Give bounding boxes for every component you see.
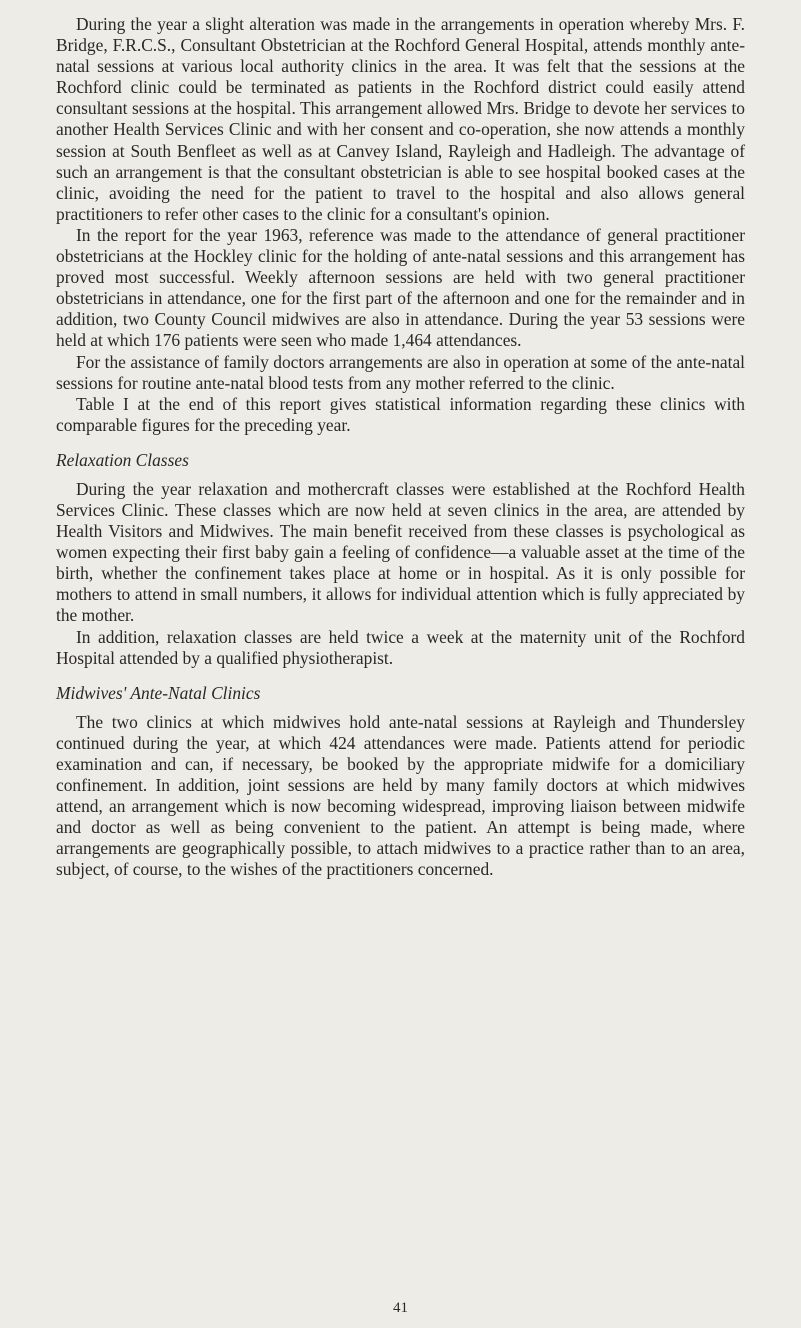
paragraph-table-reference: Table I at the end of this report gives statistical information regarding these clinics with comparable figures for the preceding year. — [56, 393, 745, 435]
paragraph-blood-tests: For the assistance of family doctors arrangements are also in operation at some of the ante-natal sessions for routine ante-natal blood tests from any mother referred to the clinic. — [56, 351, 745, 393]
heading-midwives-clinics: Midwives' Ante-Natal Clinics — [56, 682, 261, 703]
heading-relaxation-classes: Relaxation Classes — [56, 449, 189, 470]
paragraph-maternity-unit: In addition, relaxation classes are held twice a week at the maternity unit of the Rochford Hospital attended by a qualified physiotherapist. — [56, 626, 745, 668]
paragraph-consultant-sessions: During the year a slight alteration was made in the arrangements in operation whereby Mrs. F. Bridge, F.R.C.S., Consultant Obstetrician at the Rochford General Hospital, attends monthly ante-natal sessions at various local authority clinics in the area. It was felt that the sessions at the Rochford clinic could be terminated as patients in the Rochford district could easily attend consultant sessions at the hospital. This arrangement allowed Mrs. Bridge to devote her services to another Health Services Clinic and with her consent and co-operation, she now attends a monthly session at South Benfleet as well as at Canvey Island, Rayleigh and Hadleigh. The advantage of such an arrangement is that the consultant obstetrician is able to see hospital booked cases at the clinic, avoiding the need for the patient to travel to the hospital and also allows general practitioners to refer other cases to the clinic for a consultant's opinion. — [56, 14, 745, 224]
paragraph-relaxation-classes: During the year relaxation and mothercraft classes were established at the Rochford Health Services Clinic. These classes which are now held at seven clinics in the area, are attended by Health Visitors and Midwives. The main benefit received from these classes is psychological as women expecting their first baby gain a feeling of confidence—a valuable asset at the time of the birth, whether the confinement takes place at home or in hospital. As it is only possible for mothers to attend in small numbers, it allows for individual attention which is fully appreciated by the mother. — [56, 478, 745, 626]
paragraph-hockley-clinic: In the report for the year 1963, reference was made to the attendance of general practitioner obstetricians at the Hockley clinic for the holding of ante-natal sessions and this arrangement has proved most successful. Weekly afternoon sessions are held with two general practitioner obstetricians in attendance, one for the first part of the afternoon and one for the remainder and in addition, two County Council midwives are also in attendance. During the year 53 sessions were held at which 176 patients were seen who made 1,464 attendances. — [56, 224, 745, 351]
paragraph-midwives-clinics: The two clinics at which midwives hold ante-natal sessions at Rayleigh and Thundersley continued during the year, at which 424 attendances were made. Patients attend for periodic examination and can, if necessary, be booked by the appropriate midwife for a domiciliary confinement. In addition, joint sessions are held by many family doctors at which midwives attend, an arrangement which is now becoming widespread, improving liaison between midwife and doctor as well as being convenient to the patient. An attempt is being made, where arrangements are geographically possible, to attach midwives to a practice rather than to an area, subject, of course, to the wishes of the practitioners concerned. — [56, 711, 745, 880]
document-page — [56, 14, 745, 880]
page-number: 41 — [393, 1300, 408, 1316]
